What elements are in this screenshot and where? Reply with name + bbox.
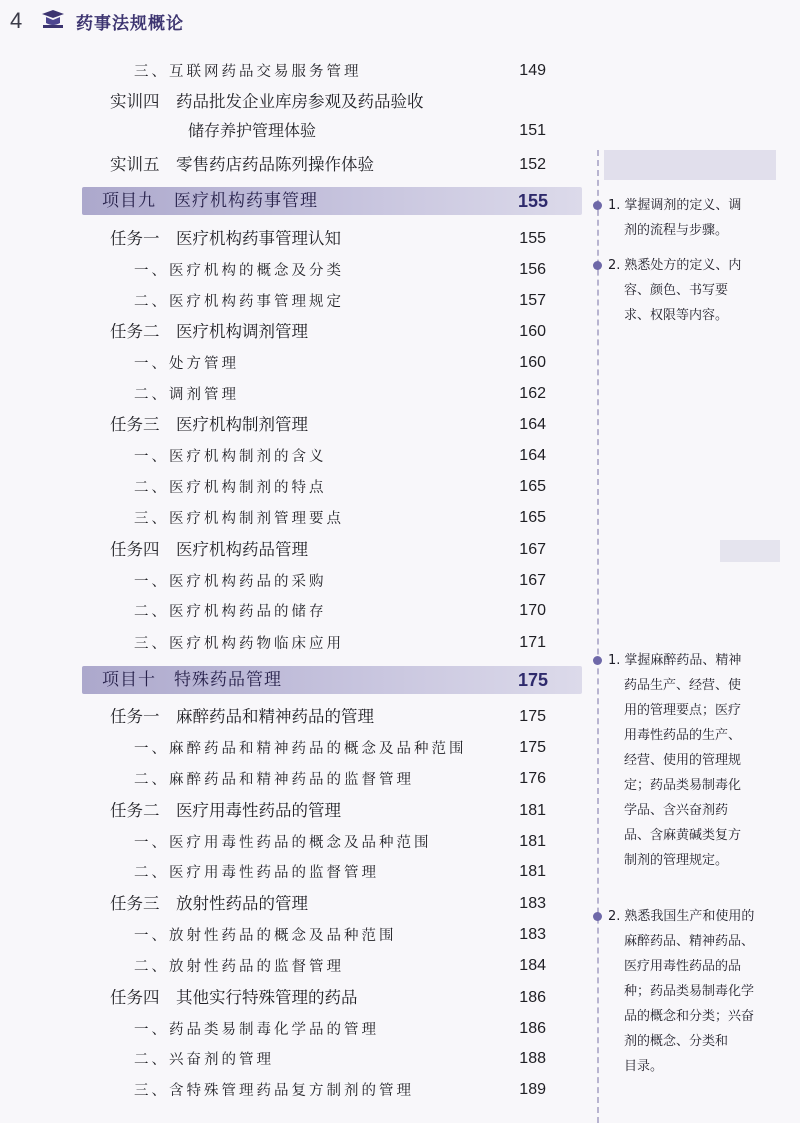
objective-text: 熟悉处方的定义、内 [624, 258, 742, 273]
objective-text: 学品、含兴奋剂药 [624, 803, 729, 818]
toc-section-entry[interactable] [134, 922, 397, 948]
toc-entry-title: 任务一 医疗机构药事管理认知 [110, 229, 341, 248]
toc-entry-title: 实训五 零售药店药品陈列操作体验 [110, 155, 374, 174]
toc-page-number: 165 [519, 509, 546, 526]
toc-section-entry[interactable] [134, 58, 362, 84]
objective-line [608, 823, 783, 848]
objective-text: 用的管理要点；医疗 [624, 703, 742, 718]
toc-entry-title: 二、放射性药品的监督管理 [134, 959, 344, 975]
page-number: 4 [10, 8, 23, 33]
toc-section-entry[interactable] [134, 735, 467, 761]
toc-page-number: 167 [519, 541, 546, 558]
objective-text: 品的概念和分类；兴奋 [624, 1009, 755, 1024]
toc-entry-title: 三、医疗机构药物临床应用 [134, 636, 344, 652]
toc-page-number: 183 [519, 895, 546, 912]
objective-number: 2. [608, 909, 621, 924]
objective-line [608, 929, 783, 954]
toc-section-entry[interactable] [134, 257, 344, 283]
toc-section-entry[interactable] [134, 829, 432, 855]
toc-page-number: 181 [519, 833, 546, 850]
toc-page-number: 181 [519, 863, 546, 880]
objective-number: 1. [608, 198, 621, 213]
toc-section-entry[interactable] [134, 1046, 274, 1072]
toc-page-number: 160 [519, 323, 546, 340]
toc-section-entry[interactable] [134, 766, 414, 792]
toc-entry-title: 一、医疗机构药品的采购 [134, 574, 327, 590]
objective-line [608, 218, 783, 243]
toc-entry-title: 一、放射性药品的概念及品种范围 [134, 928, 397, 944]
toc-task-entry[interactable] [110, 704, 374, 730]
objective-bullet-icon [593, 656, 602, 665]
objective-text: 药品生产、经营、使 [624, 678, 742, 693]
objective-line [608, 1004, 783, 1029]
objective-text: 医疗用毒性药品的品 [624, 959, 742, 974]
toc-page-number: 151 [519, 122, 546, 139]
toc-entry-title: 任务二 医疗机构调剂管理 [110, 322, 308, 341]
toc-entry-title: 一、处方管理 [134, 356, 239, 372]
toc-entry-title: 三、互联网药品交易服务管理 [134, 64, 362, 80]
toc-page-number: 181 [519, 802, 546, 819]
objective-text: 剂的流程与步骤。 [624, 223, 729, 238]
objective-text: 掌握麻醉药品、精神 [624, 653, 742, 668]
toc-page-number: 155 [519, 230, 546, 247]
toc-page-number: 160 [519, 354, 546, 371]
bleed-through-shade [720, 540, 780, 562]
toc-entry-title: 三、含特殊管理药品复方制剂的管理 [134, 1083, 414, 1099]
objective-text: 掌握调剂的定义、调 [624, 198, 742, 213]
objective-line [608, 698, 783, 723]
toc-entry-title: 一、医疗机构的概念及分类 [134, 263, 344, 279]
toc-entry-title: 二、医疗机构制剂的特点 [134, 480, 327, 496]
objective-text: 剂的概念、分类和 [624, 1034, 729, 1049]
toc-section-entry[interactable] [188, 118, 316, 144]
toc-entry-title: 二、麻醉药品和精神药品的监督管理 [134, 772, 414, 788]
toc-entry-title: 实训四 药品批发企业库房参观及药品验收 [110, 92, 424, 111]
toc-section-entry[interactable] [134, 443, 327, 469]
toc-entry-title: 一、医疗用毒性药品的概念及品种范围 [134, 835, 432, 851]
toc-section-entry[interactable] [134, 381, 239, 407]
toc-page-number: 152 [519, 156, 546, 173]
objective-text: 容、颜色、书写要 [624, 283, 729, 298]
toc-item-heading[interactable] [82, 187, 582, 215]
toc-task-entry[interactable] [110, 89, 424, 115]
toc-page-number: 183 [519, 926, 546, 943]
toc-page-number: 171 [519, 634, 546, 651]
objective-bullet-icon [593, 261, 602, 270]
objective-number: 2. [608, 258, 621, 273]
toc-entry-title: 任务四 其他实行特殊管理的药品 [110, 988, 358, 1007]
toc-section-entry[interactable] [134, 859, 379, 885]
toc-task-entry[interactable] [110, 152, 374, 178]
toc-task-entry[interactable] [110, 319, 308, 345]
objective-line [608, 979, 783, 1004]
objective-number: 1. [608, 653, 621, 668]
toc-entry-title: 二、医疗用毒性药品的监督管理 [134, 865, 379, 881]
objective-text: 用毒性药品的生产、 [624, 728, 742, 743]
toc-entry-title: 一、医疗机构制剂的含义 [134, 449, 327, 465]
toc-page-number: 149 [519, 62, 546, 79]
toc-page-number: 186 [519, 989, 546, 1006]
objective-line [608, 798, 783, 823]
objective-text: 定；药品类易制毒化 [624, 778, 742, 793]
toc-page-number: 164 [519, 447, 546, 464]
objective-line [608, 748, 783, 773]
toc-page-number: 157 [519, 292, 546, 309]
objective-text: 熟悉我国生产和使用的 [624, 909, 755, 924]
toc-section-entry[interactable] [134, 288, 344, 314]
toc-entry-title: 二、医疗机构药品的储存 [134, 604, 327, 620]
toc-entry-title: 一、药品类易制毒化学品的管理 [134, 1022, 379, 1038]
objective-text: 目录。 [624, 1059, 664, 1074]
objective-text: 种；药品类易制毒化学 [624, 984, 755, 999]
objective-text: 经营、使用的管理规 [624, 753, 742, 768]
toc-section-entry[interactable] [134, 474, 327, 500]
objective-line [608, 303, 783, 328]
toc-page-number: 167 [519, 572, 546, 589]
toc-task-entry[interactable] [110, 226, 341, 252]
objective-item [608, 904, 783, 1079]
toc-task-entry[interactable] [110, 412, 308, 438]
objective-item [608, 648, 783, 873]
toc-entry-title: 任务三 放射性药品的管理 [110, 894, 308, 913]
objective-line [608, 1054, 783, 1079]
objective-line [608, 253, 783, 278]
bleed-through-shade [604, 150, 776, 180]
objective-line [608, 904, 783, 929]
toc-section-entry[interactable] [134, 1016, 379, 1042]
toc-entry-title: 二、兴奋剂的管理 [134, 1052, 274, 1068]
objective-line [608, 954, 783, 979]
toc-item-title: 项目九 医疗机构药事管理 [102, 191, 318, 211]
objective-line [608, 723, 783, 748]
toc-page-number: 184 [519, 957, 546, 974]
toc-page-number: 186 [519, 1020, 546, 1037]
objective-line [608, 673, 783, 698]
objective-item [608, 253, 783, 328]
book-title: 药事法规概论 [76, 14, 184, 34]
objective-line [608, 1029, 783, 1054]
toc-entry-title: 二、医疗机构药事管理规定 [134, 294, 344, 310]
toc-page-number: 189 [519, 1081, 546, 1098]
toc-page-number: 188 [519, 1050, 546, 1067]
toc-page-number: 170 [519, 602, 546, 619]
objective-text: 品、含麻黄碱类复方 [624, 828, 742, 843]
toc-entry-title: 任务四 医疗机构药品管理 [110, 540, 308, 559]
toc-entry-title: 储存养护管理体验 [188, 121, 317, 140]
toc-page-number: 165 [519, 478, 546, 495]
toc-page-number: 155 [517, 191, 548, 211]
toc-page-number: 175 [519, 708, 546, 725]
toc-entry-title: 任务三 医疗机构制剂管理 [110, 415, 308, 434]
toc-section-entry[interactable] [134, 568, 327, 594]
toc-page-number: 175 [519, 739, 546, 756]
objective-line [608, 648, 783, 673]
toc-task-entry[interactable] [110, 798, 341, 824]
toc-task-entry[interactable] [110, 891, 308, 917]
objective-line [608, 193, 783, 218]
toc-section-entry[interactable] [134, 505, 344, 531]
objective-item [608, 193, 783, 243]
toc-item-heading[interactable] [82, 666, 582, 694]
toc-item-title: 项目十 特殊药品管理 [102, 670, 282, 690]
toc-entry-title: 一、麻醉药品和精神药品的概念及品种范围 [134, 741, 467, 757]
objective-line [608, 278, 783, 303]
toc-section-entry[interactable] [134, 953, 344, 979]
toc-section-entry[interactable] [134, 630, 344, 656]
objective-text: 制剂的管理规定。 [624, 853, 729, 868]
objective-bullet-icon [593, 201, 602, 210]
toc-page-number: 175 [517, 670, 548, 690]
objective-text: 求、权限等内容。 [624, 308, 729, 323]
toc-page-number: 164 [519, 416, 546, 433]
toc-page-number: 156 [519, 261, 546, 278]
toc-entry-title: 任务一 麻醉药品和精神药品的管理 [110, 707, 374, 726]
toc-section-entry[interactable] [134, 598, 327, 624]
toc-page-number: 162 [519, 385, 546, 402]
objective-line [608, 848, 783, 873]
objective-line [608, 773, 783, 798]
toc-task-entry[interactable] [110, 985, 358, 1011]
toc-entry-title: 三、医疗机构制剂管理要点 [134, 511, 344, 527]
toc-page-number: 176 [519, 770, 546, 787]
objective-bullet-icon [593, 912, 602, 921]
objective-text: 麻醉药品、精神药品、 [624, 934, 755, 949]
toc-section-entry[interactable] [134, 1077, 414, 1103]
toc-task-entry[interactable] [110, 537, 308, 563]
toc-entry-title: 任务二 医疗用毒性药品的管理 [110, 801, 341, 820]
toc-entry-title: 二、调剂管理 [134, 387, 239, 403]
toc-section-entry[interactable] [134, 350, 239, 376]
column-divider [597, 150, 599, 1123]
